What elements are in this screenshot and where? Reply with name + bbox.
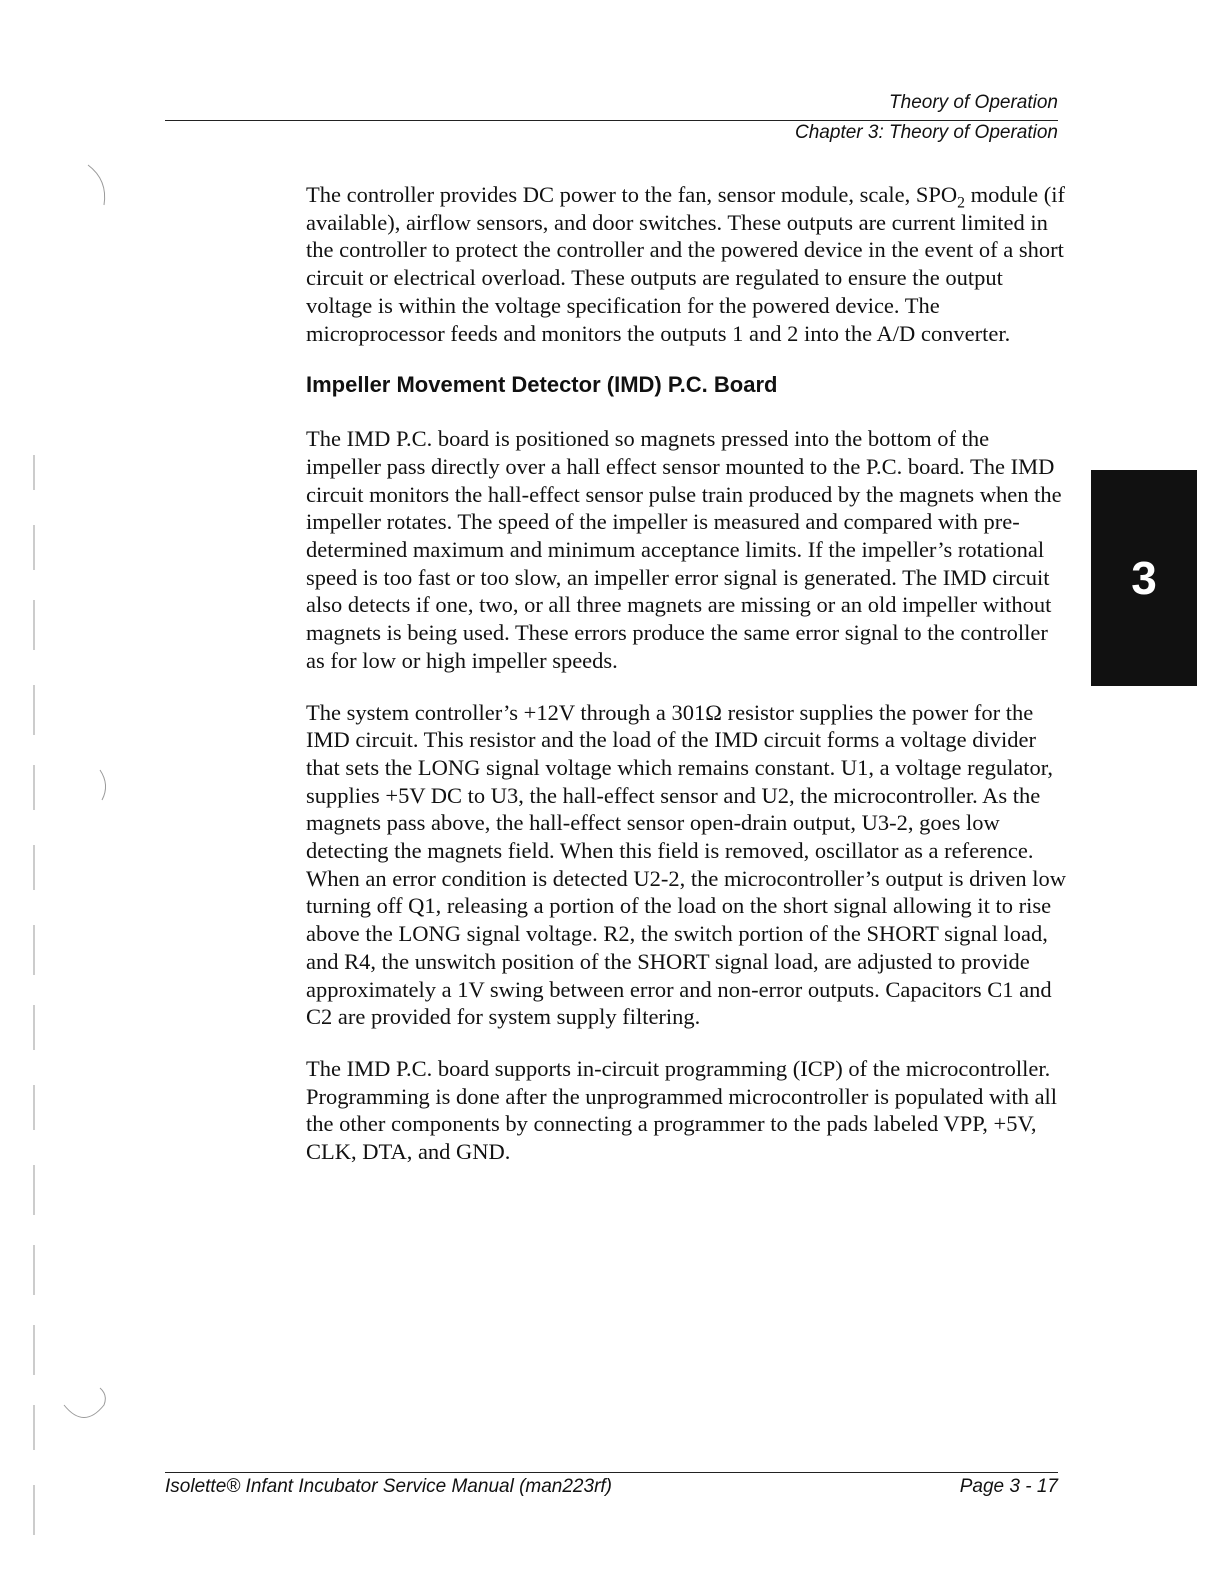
intro-text-start: The controller provides DC power to the fan, sensor module, scale, SPO bbox=[306, 182, 958, 207]
chapter-tab-number: 3 bbox=[1131, 552, 1157, 604]
body-paragraph: The IMD P.C. board supports in-circuit programming (ICP) of the microcontroller. Programming is done after the unprogrammed microcontroller is populated with all the other components by connecting a programmer to the pads labeled VPP, +5V, CLK, DTA, and GND. bbox=[306, 1055, 1058, 1165]
section-heading: Impeller Movement Detector (IMD) P.C. Board bbox=[306, 372, 778, 398]
intro-text-end: module (if available), airflow sensors, and door switches. These outputs are current limited in the controller to protect the controller and the powered device in the event of a short circuit or electrical overload. These outputs are regulated to ensure the output voltage is within the voltage specification for the powered device. The microprocessor feeds and monitors the outputs 1 and 2 into the A/D converter. bbox=[306, 182, 1065, 346]
page-body bbox=[306, 181, 1066, 1190]
running-header-section: Theory of Operation bbox=[889, 92, 1058, 113]
binder-hole-marks bbox=[0, 0, 140, 1580]
header-rule bbox=[165, 120, 1058, 121]
footer-manual-title: Isolette® Infant Incubator Service Manual (man223rf) bbox=[165, 1476, 613, 1497]
footer-rule bbox=[165, 1472, 1058, 1473]
spo2-subscript: 2 bbox=[957, 194, 965, 212]
body-paragraph: The IMD P.C. board is positioned so magnets pressed into the bottom of the impeller pass directly over a hall effect sensor mounted to the P.C. board. The IMD circuit monitors the hall-effect sensor pulse train produced by the magnets when the impeller rotates. The speed of the impeller is measured and compared with pre-determined maximum and minimum acceptance limits. If the impeller’s rotational speed is too fast or too slow, an impeller error signal is generated. The IMD circuit also detects if one, two, or all three magnets are missing or an old impeller without magnets is being used. These errors produce the same error signal to the controller as for low or high impeller speeds. bbox=[306, 426, 1062, 673]
body-paragraph: The system controller’s +12V through a 301Ω resistor supplies the power for the IMD circuit. This resistor and the load of the IMD circuit forms a voltage divider that sets the LONG signal voltage which remains constant. U1, a voltage regulator, supplies +5V DC to U3, the hall-effect sensor and U2, the microcontroller. As the magnets pass above, the hall-effect sensor open-drain output, U3-2, goes low detecting the magnets field. When this field is removed, oscillator as a reference. When an error condition is detected U2-2, the microcontroller’s output is driven low turning off Q1, releasing a portion of the load on the short signal allowing it to rise above the LONG signal voltage. R2, the switch portion of the SHORT signal load, and R4, the unswitch position of the SHORT signal load, are adjusted to provide approximately a 1V swing between error and non-error outputs. Capacitors C1 and C2 are provided for system supply filtering. bbox=[306, 699, 1067, 1030]
chapter-tab bbox=[1091, 470, 1197, 686]
intro-paragraph bbox=[306, 181, 1066, 347]
footer-page-number: Page 3 - 17 bbox=[959, 1476, 1058, 1497]
running-header-chapter: Chapter 3: Theory of Operation bbox=[795, 122, 1058, 143]
